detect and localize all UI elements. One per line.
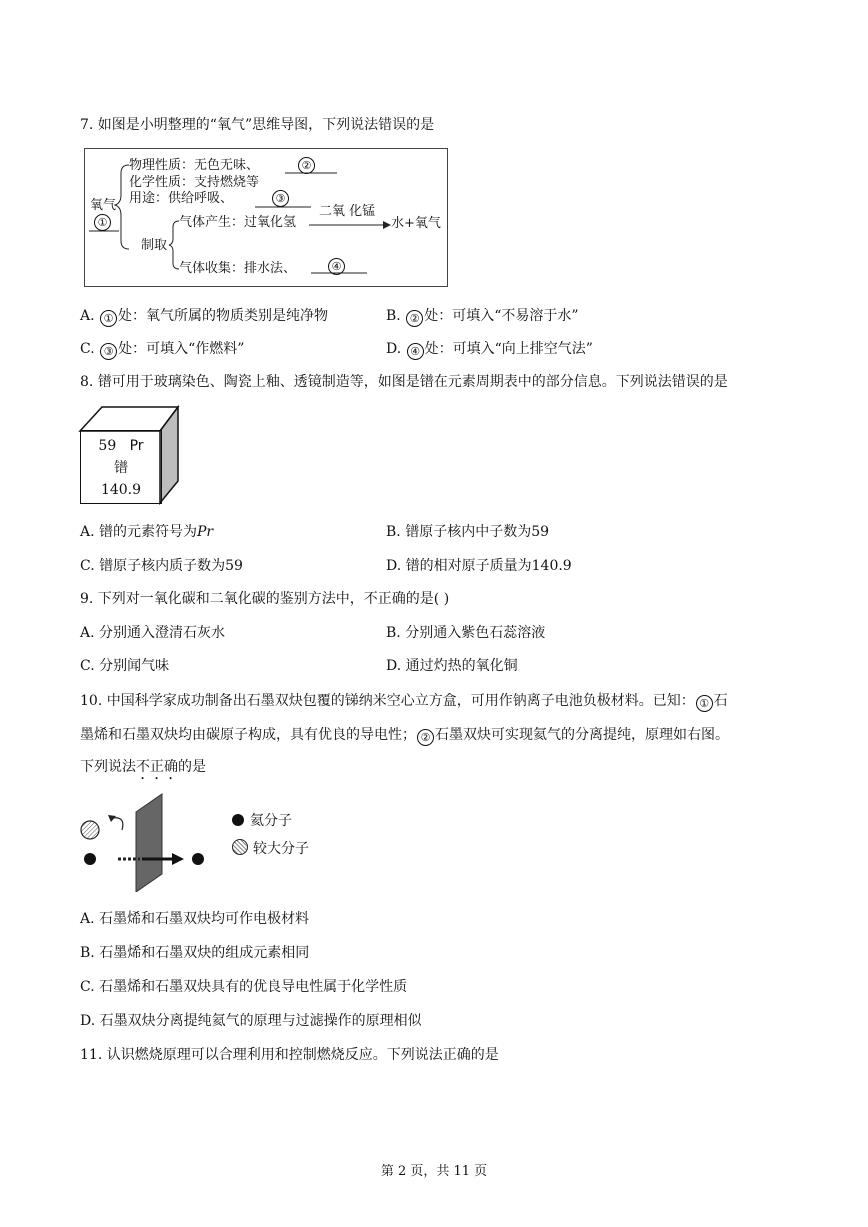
- q7-option-d[interactable]: D. ④ 处：可填入“向上排空气法”: [386, 341, 593, 358]
- q10-option-d[interactable]: D. 石墨双炔分离提纯氦气的原理与过滤操作的原理相似: [80, 1013, 422, 1029]
- map-use-blank: ③: [271, 189, 290, 207]
- map-physical: 物理性质：无色无味、: [129, 158, 260, 173]
- map-collect-blank: ④: [327, 257, 346, 275]
- q11-stem: 11. 认识燃烧原理可以合理利用和控制燃烧反应。下列说法正确的是: [80, 1047, 499, 1063]
- q9-stem: 9. 下列对一氧化碳和二氧化碳的鉴别方法中，不正确的是( ): [80, 591, 450, 607]
- membrane: [136, 794, 162, 892]
- legend-helium: 氦分子: [232, 812, 292, 830]
- oxygen-mind-map: [84, 148, 448, 287]
- map-prep: 制取: [141, 238, 168, 253]
- map-root-blank: ①: [93, 213, 112, 231]
- q10-option-b[interactable]: B. 石墨烯和石墨双炔的组成元素相同: [80, 945, 310, 961]
- q8-option-a[interactable]: A. 镨的元素符号为Pr: [80, 524, 214, 540]
- q10-option-a[interactable]: A. 石墨烯和石墨双炔均可作电极材料: [80, 911, 310, 927]
- map-collect: 气体收集：排水法、: [179, 261, 297, 276]
- map-gen: 气体产生：过氧化氢: [179, 215, 297, 230]
- legend-larger: 较大分子: [232, 839, 309, 858]
- legend-larger-dot: [232, 839, 248, 855]
- q10-line1: 10. 中国科学家成功制备出石墨双炔包覆的锑纳米空心立方盒，可用作钠离子电池负极材料。已知： ① 石: [80, 693, 728, 710]
- map-chemical: 化学性质：支持燃烧等: [129, 175, 260, 190]
- q7-stem: 7. 如图是小明整理的“氧气”思维导图，下列说法错误的是: [80, 117, 435, 133]
- q10-option-c[interactable]: C. 石墨烯和石墨双炔具有的优良导电性属于化学性质: [80, 979, 408, 995]
- q10-line2: 墨烯和石墨双炔均由碳原子构成，具有优良的导电性； ② 石墨双炔可实现氦气的分离提纯，原理如右图。: [80, 727, 729, 744]
- map-root: 氧气: [90, 198, 117, 213]
- helium-molecule-left: [84, 853, 96, 865]
- page-footer: 第 2 页，共 11 页: [380, 1164, 488, 1179]
- element-number-symbol: [81, 435, 161, 457]
- q7-option-c[interactable]: C. ③ 处：可填入“作燃料”: [80, 341, 245, 358]
- map-physical-blank: ②: [297, 156, 316, 174]
- helium-molecule-right: [192, 853, 204, 865]
- q8-stem: 8. 镨可用于玻璃染色、陶瓷上釉、透镜制造等，如图是镨在元素周期表中的部分信息。下列说法错误的是: [80, 374, 728, 390]
- element-name: 镨: [114, 460, 128, 476]
- element-cell: [80, 430, 162, 504]
- q9-option-d[interactable]: D. 通过灼热的氧化铜: [386, 658, 518, 674]
- map-product: 水+氧气: [391, 216, 441, 231]
- legend-helium-dot: [232, 814, 244, 826]
- q9-option-a[interactable]: A. 分别通入澄清石灰水: [80, 625, 226, 641]
- q9-option-c[interactable]: C. 分别闻气味: [80, 658, 170, 674]
- q8-option-b[interactable]: B. 镨原子核内中子数为59: [386, 524, 550, 540]
- q10-line3: 下列说法不正确的是: [80, 759, 206, 775]
- element-symbol: Pr: [129, 438, 144, 454]
- larger-molecule: [81, 821, 99, 839]
- element-mass: 140.9: [100, 482, 142, 498]
- q8-option-d[interactable]: D. 镨的相对原子质量为140.9: [386, 558, 572, 574]
- element-number: 59: [98, 438, 117, 454]
- map-use: 用途：供给呼吸、: [129, 191, 234, 206]
- separation-diagram: [78, 792, 258, 892]
- q8-option-c[interactable]: C. 镨原子核内质子数为59: [80, 558, 243, 574]
- q9-option-b[interactable]: B. 分别通入紫色石蕊溶液: [386, 625, 546, 641]
- q7-option-b[interactable]: B. ② 处：可填入“不易溶于水”: [386, 308, 579, 325]
- q7-option-a[interactable]: A. ① 处：氧气所属的物质类别是纯净物: [80, 308, 329, 325]
- map-catalyst: 二氧 化锰: [319, 204, 376, 219]
